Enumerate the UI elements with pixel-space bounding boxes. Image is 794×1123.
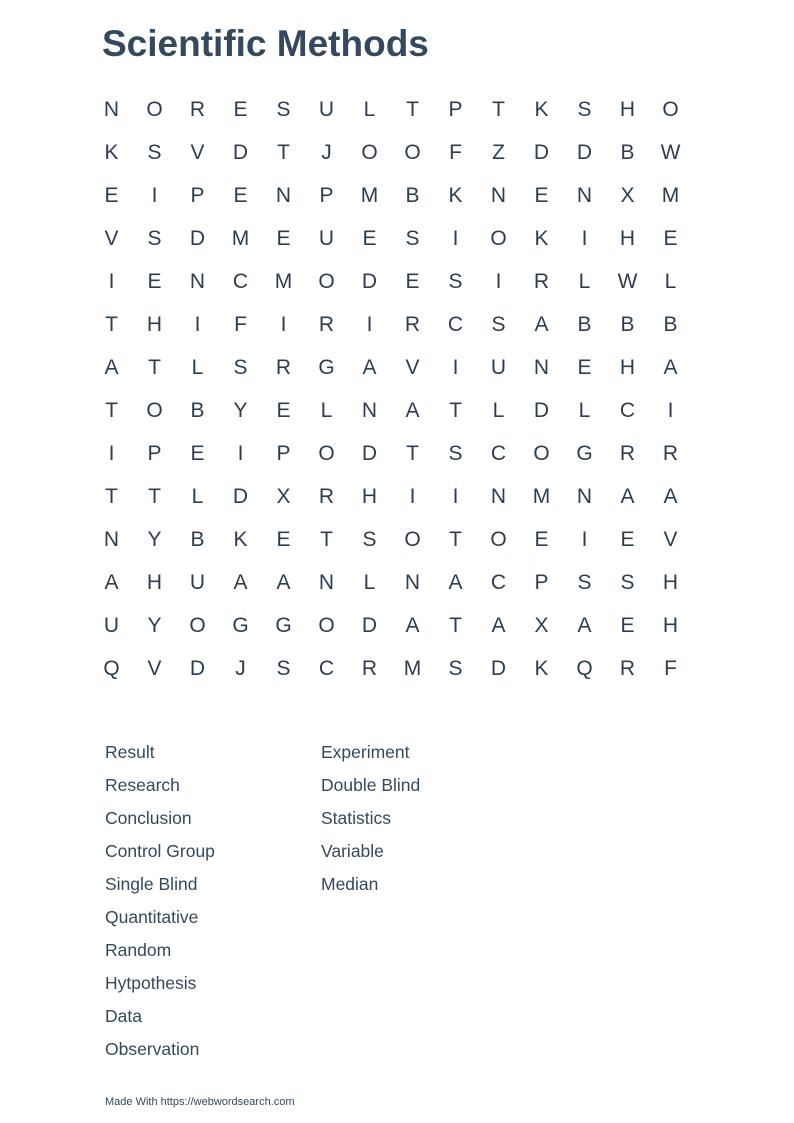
footer-credit: Made With https://webwordsearch.com xyxy=(105,1096,295,1108)
grid-letter: D xyxy=(361,442,378,465)
grid-letter: B xyxy=(663,313,678,336)
word-list xyxy=(105,736,537,1066)
grid-letter: I xyxy=(108,270,115,293)
grid-letter: O xyxy=(146,98,163,121)
grid-letter: E xyxy=(233,184,248,207)
grid-letter: W xyxy=(617,270,638,293)
grid-letter: E xyxy=(276,528,291,551)
grid-letter: T xyxy=(492,98,505,121)
grid-letter: W xyxy=(660,141,681,164)
grid-letter: C xyxy=(447,313,464,336)
grid-letter: L xyxy=(363,571,376,594)
grid-letter: H xyxy=(361,485,378,508)
grid-letter: T xyxy=(105,399,118,422)
grid-letter: I xyxy=(452,356,459,379)
grid-letter: I xyxy=(581,528,588,551)
grid-letter: C xyxy=(619,399,636,422)
grid-letter: R xyxy=(619,657,636,680)
grid-letter: L xyxy=(664,270,677,293)
word-list-item: Double Blind xyxy=(321,775,421,795)
grid-letter: N xyxy=(103,528,120,551)
grid-letter: P xyxy=(276,442,291,465)
word-list-item: Research xyxy=(105,775,180,795)
grid-letter: S xyxy=(276,98,291,121)
grid-letter: F xyxy=(234,313,247,336)
grid-letter: I xyxy=(151,184,158,207)
grid-letter: B xyxy=(405,184,420,207)
grid-letter: X xyxy=(276,485,291,508)
word-list-item: Random xyxy=(105,940,172,960)
word-list-item: Quantitative xyxy=(105,907,199,927)
grid-letter: E xyxy=(620,614,635,637)
grid-letter: T xyxy=(105,485,118,508)
grid-letter: R xyxy=(189,98,206,121)
word-list-column-1 xyxy=(105,736,321,1066)
grid-letter: C xyxy=(490,571,507,594)
grid-letter: P xyxy=(448,98,463,121)
grid-letter: A xyxy=(233,571,248,594)
grid-letter: I xyxy=(194,313,201,336)
grid-letter: A xyxy=(448,571,463,594)
grid-letter: C xyxy=(490,442,507,465)
grid-letter: J xyxy=(321,141,332,164)
grid-letter: N xyxy=(275,184,292,207)
grid-letter: U xyxy=(103,614,120,637)
grid-letter: D xyxy=(490,657,507,680)
grid-letter: A xyxy=(104,571,119,594)
grid-letter: I xyxy=(280,313,287,336)
grid-letter: Y xyxy=(147,528,162,551)
grid-letter: T xyxy=(148,485,161,508)
grid-letter: D xyxy=(232,485,249,508)
grid-letter: H xyxy=(619,98,636,121)
grid-letter: P xyxy=(190,184,205,207)
word-list-item: Control Group xyxy=(105,841,215,861)
grid-letter: M xyxy=(360,184,379,207)
grid-letter: E xyxy=(663,227,678,250)
grid-letter: I xyxy=(409,485,416,508)
word-list-item: Statistics xyxy=(321,808,392,828)
grid-letter: V xyxy=(104,227,119,250)
grid-letter: O xyxy=(404,141,421,164)
word-list-item: Hytpothesis xyxy=(105,973,197,993)
grid-letter: T xyxy=(406,442,419,465)
grid-letter: A xyxy=(276,571,291,594)
grid-letter: N xyxy=(490,184,507,207)
grid-letter: E xyxy=(577,356,592,379)
grid-letter: T xyxy=(449,528,462,551)
grid-letter: K xyxy=(534,657,549,680)
grid-letter: G xyxy=(275,614,292,637)
grid-letter: R xyxy=(533,270,550,293)
grid-letter: E xyxy=(276,227,291,250)
grid-letter: N xyxy=(318,571,335,594)
grid-letter: I xyxy=(667,399,674,422)
grid-letter: O xyxy=(146,399,163,422)
grid-letter: N xyxy=(533,356,550,379)
grid-letter: S xyxy=(233,356,248,379)
grid-letter: S xyxy=(405,227,420,250)
grid-letter: A xyxy=(491,614,506,637)
grid-letter: V xyxy=(190,141,205,164)
grid-letter: U xyxy=(318,98,335,121)
grid-letter: E xyxy=(534,184,549,207)
grid-letter: O xyxy=(490,227,507,250)
grid-letter: K xyxy=(534,98,549,121)
grid-letter: V xyxy=(663,528,678,551)
grid-letter: T xyxy=(406,98,419,121)
grid-letter: H xyxy=(146,313,163,336)
grid-letter: R xyxy=(275,356,292,379)
grid-letter: S xyxy=(491,313,506,336)
grid-letter: R xyxy=(404,313,421,336)
grid-letter: M xyxy=(274,270,293,293)
grid-letter: H xyxy=(619,356,636,379)
grid-letter: G xyxy=(318,356,335,379)
grid-letter: A xyxy=(534,313,549,336)
grid-letter: S xyxy=(276,657,291,680)
grid-letter: P xyxy=(147,442,162,465)
grid-letter: E xyxy=(362,227,377,250)
grid-letter: P xyxy=(534,571,549,594)
grid-letter: T xyxy=(320,528,333,551)
grid-letter: K xyxy=(233,528,248,551)
grid-letter: O xyxy=(318,614,335,637)
grid-letter: I xyxy=(581,227,588,250)
grid-letter: O xyxy=(361,141,378,164)
grid-letter: Y xyxy=(233,399,248,422)
grid-letter: I xyxy=(452,485,459,508)
grid-letter: Q xyxy=(103,657,120,680)
grid-letter: A xyxy=(663,485,678,508)
grid-letter: E xyxy=(620,528,635,551)
grid-letter: S xyxy=(448,657,463,680)
grid-letter: S xyxy=(448,442,463,465)
grid-letter: O xyxy=(189,614,206,637)
grid-letter: T xyxy=(449,614,462,637)
grid-letter: E xyxy=(233,98,248,121)
grid-letter: I xyxy=(495,270,502,293)
grid-letter: I xyxy=(366,313,373,336)
grid-letter: K xyxy=(448,184,463,207)
grid-letter: Q xyxy=(576,657,593,680)
grid-letter: H xyxy=(146,571,163,594)
grid-letter: B xyxy=(620,313,635,336)
grid-letter: S xyxy=(147,227,162,250)
grid-letter: D xyxy=(189,227,206,250)
grid-letter: O xyxy=(318,270,335,293)
grid-letter: R xyxy=(662,442,679,465)
grid-letter: Y xyxy=(147,614,162,637)
grid-letter: S xyxy=(448,270,463,293)
grid-letter: C xyxy=(318,657,335,680)
word-list-item: Conclusion xyxy=(105,808,192,828)
grid-letter: T xyxy=(105,313,118,336)
grid-letter: L xyxy=(492,399,505,422)
grid-letter: M xyxy=(661,184,680,207)
word-list-item: Single Blind xyxy=(105,874,198,894)
grid-letter: U xyxy=(318,227,335,250)
grid-letter: E xyxy=(147,270,162,293)
word-list-item: Experiment xyxy=(321,742,410,762)
grid-letter: N xyxy=(103,98,120,121)
grid-letter: E xyxy=(534,528,549,551)
grid-letter: E xyxy=(405,270,420,293)
grid-letter: O xyxy=(318,442,335,465)
word-list-item: Data xyxy=(105,1006,142,1026)
grid-letter: I xyxy=(452,227,459,250)
grid-letter: M xyxy=(532,485,551,508)
grid-letter: A xyxy=(405,614,420,637)
grid-letter: R xyxy=(619,442,636,465)
grid-letter: O xyxy=(404,528,421,551)
grid-letter: S xyxy=(577,98,592,121)
grid-letter: S xyxy=(620,571,635,594)
grid-letter: L xyxy=(578,399,591,422)
grid-letter: N xyxy=(361,399,378,422)
grid-letter: U xyxy=(189,571,206,594)
grid-letter: T xyxy=(449,399,462,422)
grid-letter: H xyxy=(619,227,636,250)
grid-letter: Z xyxy=(492,141,505,164)
grid-letter: L xyxy=(191,485,204,508)
word-list-column-2 xyxy=(321,736,537,1066)
grid-letter: S xyxy=(147,141,162,164)
grid-letter: S xyxy=(362,528,377,551)
grid-letter: O xyxy=(662,98,679,121)
grid-letter: N xyxy=(404,571,421,594)
grid-letter: N xyxy=(490,485,507,508)
grid-letter: A xyxy=(362,356,377,379)
grid-letter: N xyxy=(576,184,593,207)
grid-letter: B xyxy=(190,399,205,422)
word-list-item: Observation xyxy=(105,1039,200,1059)
word-list-item: Result xyxy=(105,742,155,762)
grid-letter: O xyxy=(533,442,550,465)
grid-letter: T xyxy=(148,356,161,379)
grid-letter: R xyxy=(361,657,378,680)
grid-letter: I xyxy=(108,442,115,465)
word-list-item: Variable xyxy=(321,841,384,861)
grid-letter: D xyxy=(576,141,593,164)
grid-letter: D xyxy=(189,657,206,680)
grid-letter: V xyxy=(147,657,162,680)
grid-letter: A xyxy=(663,356,678,379)
grid-letter: D xyxy=(533,141,550,164)
grid-letter: R xyxy=(318,485,335,508)
word-list-item: Median xyxy=(321,874,379,894)
grid-letter: K xyxy=(534,227,549,250)
grid-letter: D xyxy=(361,270,378,293)
grid-letter: T xyxy=(277,141,290,164)
grid-letter: H xyxy=(662,571,679,594)
grid-letter: R xyxy=(318,313,335,336)
grid-letter: S xyxy=(577,571,592,594)
grid-letter: L xyxy=(578,270,591,293)
grid-letter: A xyxy=(620,485,635,508)
grid-letter: D xyxy=(232,141,249,164)
grid-letter: N xyxy=(189,270,206,293)
grid-letter: D xyxy=(361,614,378,637)
grid-letter: K xyxy=(104,141,119,164)
grid-letter: G xyxy=(232,614,249,637)
grid-letter: C xyxy=(232,270,249,293)
grid-letter: M xyxy=(403,657,422,680)
grid-letter: L xyxy=(191,356,204,379)
grid-letter: I xyxy=(237,442,244,465)
grid-letter: G xyxy=(576,442,593,465)
letter-grid xyxy=(90,88,692,690)
grid-letter: H xyxy=(662,614,679,637)
grid-letter: A xyxy=(104,356,119,379)
grid-letter: A xyxy=(577,614,592,637)
grid-letter: B xyxy=(190,528,205,551)
grid-letter: P xyxy=(319,184,334,207)
grid-letter: M xyxy=(231,227,250,250)
grid-letter: E xyxy=(276,399,291,422)
grid-letter: F xyxy=(664,657,677,680)
grid-letter: V xyxy=(405,356,420,379)
page-title: Scientific Methods xyxy=(102,23,429,64)
grid-letter: O xyxy=(490,528,507,551)
grid-letter: F xyxy=(449,141,462,164)
grid-letter: L xyxy=(320,399,333,422)
grid-letter: X xyxy=(620,184,635,207)
grid-letter: B xyxy=(620,141,635,164)
grid-letter: E xyxy=(104,184,119,207)
grid-letter: X xyxy=(534,614,549,637)
grid-letter: U xyxy=(490,356,507,379)
grid-letter: A xyxy=(405,399,420,422)
grid-letter: L xyxy=(363,98,376,121)
grid-letter: B xyxy=(577,313,592,336)
grid-letter: J xyxy=(235,657,246,680)
grid-letter: E xyxy=(190,442,205,465)
grid-letter: D xyxy=(533,399,550,422)
grid-letter: N xyxy=(576,485,593,508)
